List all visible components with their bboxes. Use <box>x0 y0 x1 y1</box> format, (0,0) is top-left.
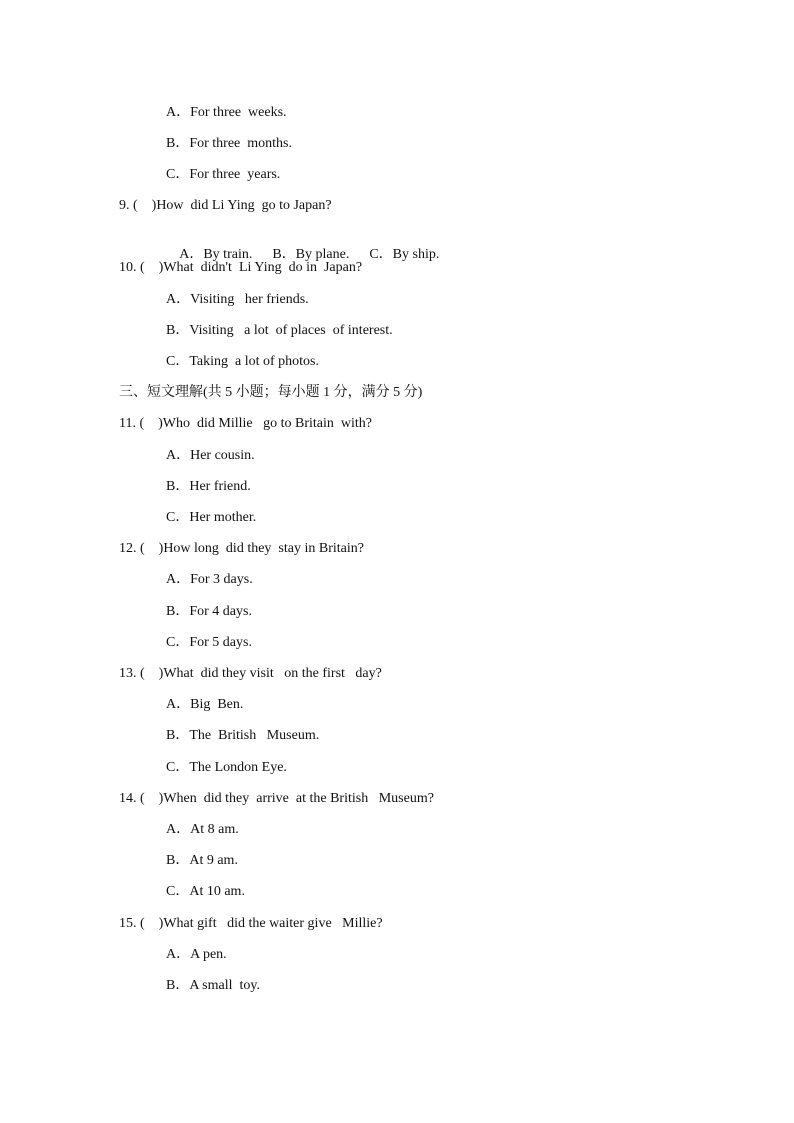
q9-option-a: A．By train. <box>179 247 253 262</box>
q8-option-b: B．For three months. <box>166 136 292 151</box>
q11-option-c: C．Her mother. <box>166 510 257 525</box>
q11-option-b: B．Her friend. <box>166 479 251 494</box>
q15-option-b: B．A small toy. <box>166 978 260 993</box>
q14-option-b: B．At 9 am. <box>166 853 238 868</box>
q15-option-a: A．A pen. <box>166 947 227 962</box>
q13-option-c: C．The London Eye. <box>166 760 287 775</box>
q12-stem: 12. ( )How long did they stay in Britain? <box>119 541 364 556</box>
q8-option-c: C．For three years. <box>166 167 281 182</box>
q12-option-a: A．For 3 days. <box>166 572 253 587</box>
q11-option-a: A．Her cousin. <box>166 448 255 463</box>
q13-option-b: B．The British Museum. <box>166 728 320 743</box>
q11-stem: 11. ( )Who did Millie go to Britain with? <box>119 416 373 431</box>
section-3-heading: 三、短文理解(共 5 小题；每小题 1 分，满分 5 分) <box>119 385 423 400</box>
q10-option-a: A．Visiting her friends. <box>166 292 309 307</box>
q9-option-b: B．By plane. <box>272 247 350 262</box>
q8-option-a: A．For three weeks. <box>166 105 287 120</box>
q10-stem: 10. ( )What didn't Li Ying do in Japan? <box>119 260 363 275</box>
q14-stem: 14. ( )When did they arrive at the British Museum? <box>119 791 434 806</box>
q10-option-c: C．Taking a lot of photos. <box>166 354 320 369</box>
q9-stem: 9. ( )How did Li Ying go to Japan? <box>119 198 332 213</box>
q10-option-b: B．Visiting a lot of places of interest. <box>166 323 393 338</box>
q9-option-c: C．By ship. <box>369 247 440 262</box>
q12-option-c: C．For 5 days. <box>166 635 252 650</box>
q15-stem: 15. ( )What gift did the waiter give Millie? <box>119 916 383 931</box>
q14-option-c: C．At 10 am. <box>166 884 245 899</box>
q14-option-a: A．At 8 am. <box>166 822 239 837</box>
q12-option-b: B．For 4 days. <box>166 604 252 619</box>
q13-stem: 13. ( )What did they visit on the first day? <box>119 666 382 681</box>
q13-option-a: A．Big Ben. <box>166 697 244 712</box>
